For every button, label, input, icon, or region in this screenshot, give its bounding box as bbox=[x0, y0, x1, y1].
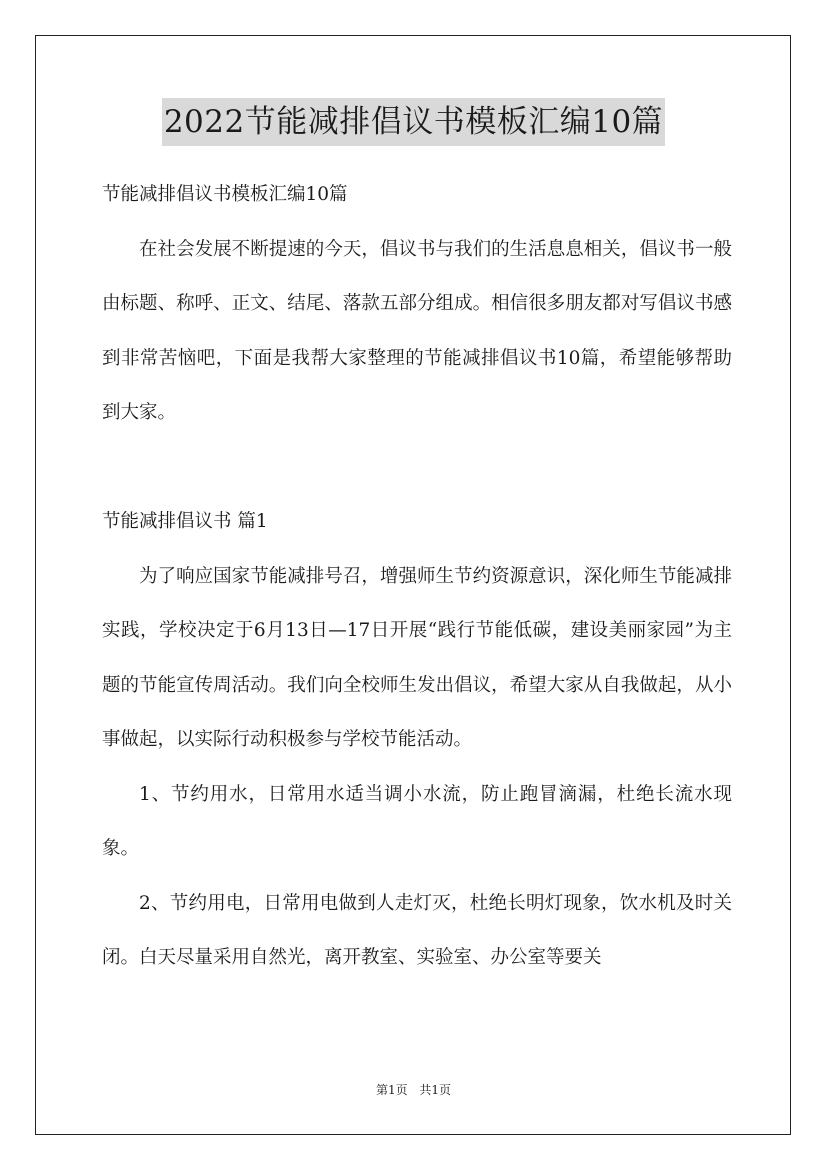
body-paragraph: 为了响应国家节能减排号召，增强师生节约资源意识，深化师生节能减排实践，学校决定于6月13日—17日开展“践行节能低碳，建设美丽家园”为主题的节能宣传周活动。我们向全校师生发出倡议，希望大家从自我做起，从小事做起，以实际行动积极参与学校节能活动。 bbox=[102, 565, 732, 750]
intro-paragraph: 在社会发展不断提速的今天，倡议书与我们的生活息息相关，倡议书一般由标题、称呼、正文、结尾、落款五部分组成。相信很多朋友都对写倡议书感到非常苦恼吧，下面是我帮大家整理的节能减排倡议书10篇，希望能够帮助到大家。 bbox=[102, 238, 732, 423]
list-item-electricity: 2、节约用电，日常用电做到人走灯灭，杜绝长明灯现象，饮水机及时关闭。白天尽量采用自然光，离开教室、实验室、办公室等要关 bbox=[102, 892, 732, 968]
list-item-water: 1、节约用水，日常用水适当调小水流，防止跑冒滴漏，杜绝长流水现象。 bbox=[102, 783, 732, 859]
document-body bbox=[102, 168, 732, 986]
blank-line bbox=[102, 441, 732, 496]
page-footer bbox=[0, 1082, 827, 1098]
page-number: 第1页 bbox=[375, 1083, 408, 1097]
page-total: 共1页 bbox=[419, 1083, 452, 1097]
section-heading: 节能减排倡议书 篇1 bbox=[102, 511, 268, 532]
document-title: 2022节能减排倡议书模板汇编10篇 bbox=[162, 98, 665, 146]
document-subtitle: 节能减排倡议书模板汇编10篇 bbox=[102, 184, 348, 205]
title-container bbox=[0, 98, 827, 146]
